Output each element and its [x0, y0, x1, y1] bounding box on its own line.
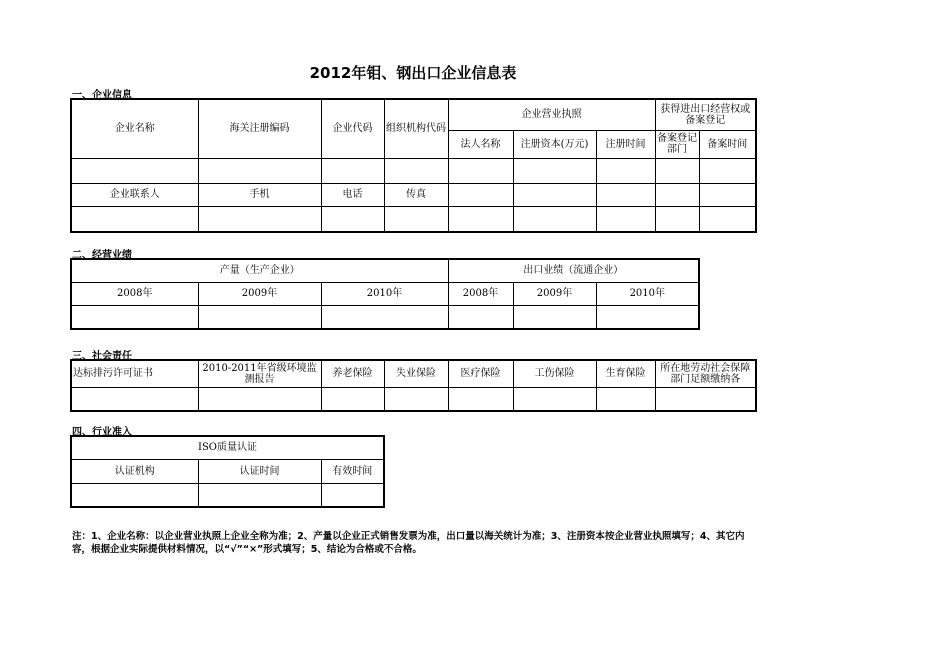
header-production: 产量（生产企业）: [71, 259, 448, 282]
header-labor-dept: 所在地劳动社会保障部门足额缴纳各: [655, 360, 756, 387]
header-business-license: 企业营业执照: [448, 99, 655, 130]
header-year: 2009年: [198, 282, 321, 305]
header-year: 2010年: [321, 282, 448, 305]
cell[interactable]: [321, 483, 384, 507]
cell[interactable]: [198, 206, 321, 232]
page-title: 2012年钼、钢出口企业信息表: [309, 64, 517, 82]
header-iso-certification: ISO质量认证: [71, 436, 384, 459]
header-medical-insurance: 医疗保险: [448, 360, 513, 387]
section-heading-enterprise-info: 一、企业信息: [72, 90, 132, 101]
cell[interactable]: [448, 183, 513, 206]
header-injury-insurance: 工伤保险: [513, 360, 596, 387]
header-org-code: 组织机构代码: [384, 99, 448, 158]
header-legal-person: 法人名称: [448, 130, 513, 158]
cell[interactable]: [448, 305, 513, 329]
section-heading-industry: 四、行业准入: [72, 427, 132, 438]
cell[interactable]: [198, 305, 321, 329]
performance-table: [70, 258, 700, 330]
header-pollution-permit: 达标排污许可证书: [71, 360, 198, 387]
header-customs-code: 海关注册编码: [198, 99, 321, 158]
cell[interactable]: [655, 206, 699, 232]
cell[interactable]: [198, 158, 321, 183]
header-company-code: 企业代码: [321, 99, 384, 158]
cell[interactable]: [71, 305, 198, 329]
cell[interactable]: [198, 483, 321, 507]
social-table: [70, 359, 757, 412]
cell[interactable]: [596, 158, 655, 183]
cell[interactable]: [71, 483, 198, 507]
cell[interactable]: [655, 387, 756, 411]
cell[interactable]: [699, 183, 756, 206]
industry-table: [70, 435, 385, 508]
cell[interactable]: [448, 206, 513, 232]
cell[interactable]: [596, 183, 655, 206]
cell[interactable]: [699, 158, 756, 183]
header-maternity-insurance: 生育保险: [596, 360, 655, 387]
header-year: 2009年: [513, 282, 596, 305]
section-heading-social: 三、社会责任: [72, 351, 132, 362]
cell[interactable]: [321, 305, 448, 329]
cell[interactable]: [71, 206, 198, 232]
header-registration-time: 注册时间: [596, 130, 655, 158]
header-env-report: 2010-2011年省级环境监测报告: [198, 360, 321, 387]
cell[interactable]: [448, 158, 513, 183]
cell[interactable]: [513, 387, 596, 411]
header-registered-capital: 注册资本(万元): [513, 130, 596, 158]
header-mobile: 手机: [198, 183, 321, 206]
cell[interactable]: [321, 158, 384, 183]
cell[interactable]: [71, 158, 198, 183]
header-export-performance: 出口业绩（流通企业）: [448, 259, 699, 282]
header-contact-person: 企业联系人: [71, 183, 198, 206]
cell[interactable]: [596, 305, 699, 329]
header-pension-insurance: 养老保险: [321, 360, 384, 387]
header-cert-time: 认证时间: [198, 459, 321, 483]
cell[interactable]: [198, 387, 321, 411]
cell[interactable]: [513, 158, 596, 183]
cell[interactable]: [596, 206, 655, 232]
cell[interactable]: [321, 206, 384, 232]
cell[interactable]: [71, 387, 198, 411]
cell[interactable]: [384, 158, 448, 183]
cell[interactable]: [513, 183, 596, 206]
header-year: 2008年: [71, 282, 198, 305]
cell[interactable]: [655, 183, 699, 206]
cell[interactable]: [384, 206, 448, 232]
footnote: 注：1、企业名称：以企业营业执照上企业全称为准；2、产量以企业正式销售发票为准，出口量以海关统计为准；3、注册资本按企业营业执照填写；4、其它内容，根据企业实际提供材料情况，以“√”“×”形式填写；5、结论为合格或不合格。: [72, 531, 745, 555]
header-export-right: 获得进出口经营权或备案登记: [655, 99, 756, 130]
cell[interactable]: [699, 206, 756, 232]
header-filing-department: 备案登记部门: [655, 130, 699, 158]
cell[interactable]: [513, 305, 596, 329]
header-fax: 传真: [384, 183, 448, 206]
header-unemployment-insurance: 失业保险: [384, 360, 448, 387]
header-phone: 电话: [321, 183, 384, 206]
cell[interactable]: [448, 387, 513, 411]
header-cert-body: 认证机构: [71, 459, 198, 483]
cell[interactable]: [513, 206, 596, 232]
cell[interactable]: [655, 158, 699, 183]
header-filing-time: 备案时间: [699, 130, 756, 158]
cell[interactable]: [596, 387, 655, 411]
header-enterprise-name: 企业名称: [71, 99, 198, 158]
enterprise-info-table: [70, 98, 757, 233]
header-year: 2010年: [596, 282, 699, 305]
header-valid-time: 有效时间: [321, 459, 384, 483]
cell[interactable]: [384, 387, 448, 411]
section-heading-performance: 二、经营业绩: [72, 250, 132, 261]
header-year: 2008年: [448, 282, 513, 305]
cell[interactable]: [321, 387, 384, 411]
